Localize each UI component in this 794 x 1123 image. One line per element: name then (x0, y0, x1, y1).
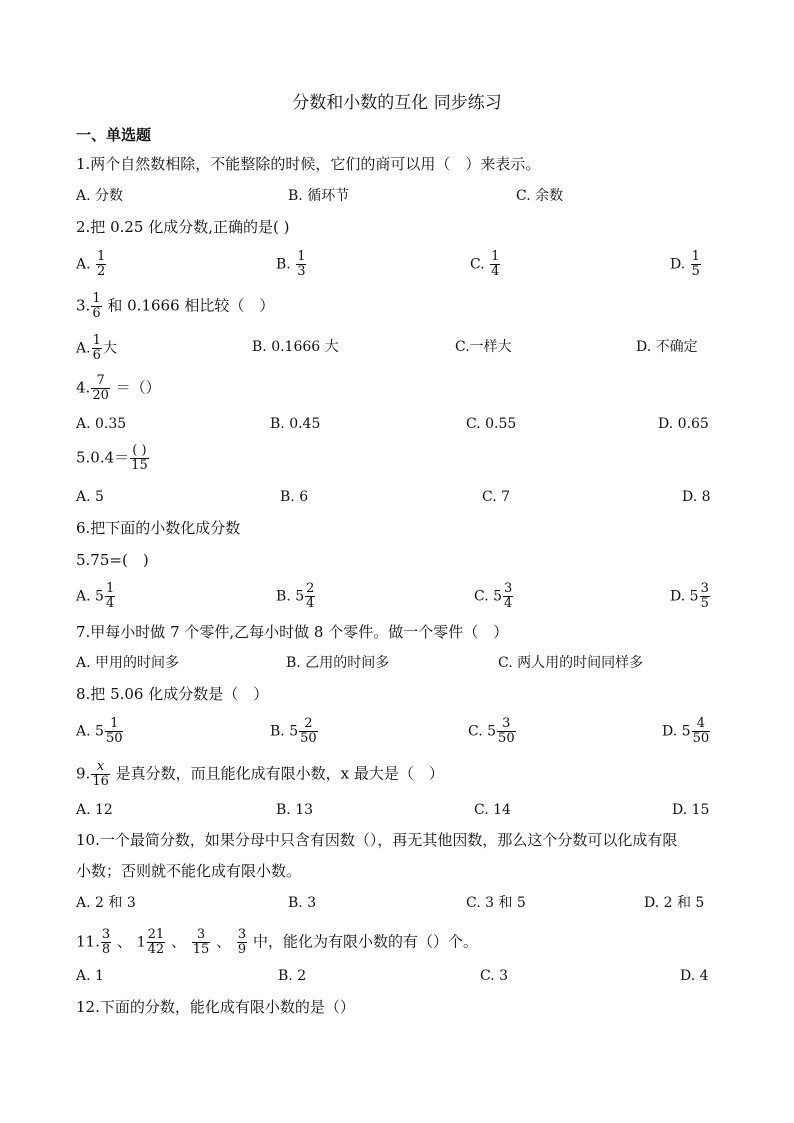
q3-option-c[interactable]: C.一样大 (455, 339, 512, 355)
q2-option-c[interactable] (470, 250, 501, 279)
q1-option-a[interactable]: A. 分数 (76, 188, 124, 204)
q9-option-a[interactable]: A. 12 (76, 802, 113, 818)
question-6: 6.把下面的小数化成分数 (76, 519, 241, 537)
fraction: $\frac{4}{50}$ (692, 716, 710, 746)
q8-option-d[interactable]: D. 5 $\frac{4}{50}$ (662, 716, 710, 746)
q10-option-d[interactable]: D. 2 和 5 (644, 895, 705, 911)
q7-option-a[interactable]: A. 甲用的时间多 (76, 655, 180, 671)
q7-option-c[interactable]: C. 两人用的时间同样多 (498, 655, 644, 671)
question-10-line1: 10.一个最简分数，如果分母中只含有因数（），再无其他因数，那么这个分数可以化成有限 (76, 831, 678, 849)
q11-option-d[interactable]: D. 4 (680, 968, 709, 984)
fraction: $\frac{1}{4}$ (491, 249, 500, 279)
fraction: $\frac{x}{16}$ (92, 759, 109, 789)
question-12: 12.下面的分数，能化成有限小数的是（） (76, 998, 355, 1016)
fraction: $\frac{2}{50}$ (300, 716, 317, 746)
page-title: 分数和小数的互化 同步练习 (292, 93, 502, 113)
q3-option-d[interactable]: D. 不确定 (636, 339, 698, 355)
q5-option-c[interactable]: C. 7 (482, 489, 511, 505)
q11-option-a[interactable]: A. 1 (76, 968, 104, 984)
q2-option-d[interactable] (670, 250, 702, 279)
q4-option-a[interactable]: A. 0.35 (76, 416, 127, 432)
question-7: 7.甲每小时做 7 个零件,乙每小时做 8 个零件。做一个零件（ ） (76, 623, 509, 641)
fraction: $\frac{7}{20}$ (92, 373, 109, 403)
question-2: 2.把 0.25 化成分数,正确的是( ) (76, 218, 290, 236)
option-label: A. (76, 256, 91, 273)
q8-option-b[interactable]: B. 5 $\frac{2}{50}$ (270, 716, 317, 746)
fraction: $\frac{1}{5}$ (691, 249, 700, 279)
q10-option-c[interactable]: C. 3 和 5 (466, 895, 526, 911)
q10-option-a[interactable]: A. 2 和 3 (76, 895, 136, 911)
question-10-line2: 小数；否则就不能化成有限小数。 (76, 862, 302, 880)
q8-option-c[interactable]: C. 5 $\frac{3}{50}$ (468, 716, 515, 746)
fraction: $\frac{2}{4}$ (306, 581, 315, 611)
q2-option-a[interactable] (76, 250, 107, 279)
q8-option-a[interactable]: A. 5 $\frac{1}{50}$ (76, 716, 123, 746)
fraction: $\frac{3}{4}$ (504, 581, 513, 611)
q9-option-c[interactable]: C. 14 (474, 802, 511, 818)
section-heading: 一、单选题 (76, 126, 152, 144)
q6-option-a[interactable]: A. 5 $\frac{1}{4}$ (76, 581, 115, 611)
q1-option-c[interactable]: C. 余数 (516, 188, 564, 204)
question-8: 8.把 5.06 化成分数是（ ） (76, 685, 269, 703)
fraction: $\frac{1}{50}$ (105, 716, 123, 746)
fraction: $\frac{1}{6}$ (92, 291, 101, 321)
q5-option-b[interactable]: B. 6 (280, 489, 309, 505)
question-3: 3. $\frac{1}{6}$ 和 0.1666 相比较（ ） (76, 291, 275, 321)
option-label: D. (670, 256, 686, 273)
q7-option-b[interactable]: B. 乙用的时间多 (286, 655, 390, 671)
option-label: C. (470, 256, 485, 273)
fraction: $\frac{1}{4}$ (105, 581, 115, 611)
q10-option-b[interactable]: B. 3 (288, 895, 317, 911)
q9-option-b[interactable]: B. 13 (276, 802, 314, 818)
option-label: B. (276, 256, 291, 273)
question-4: 4. $\frac{7}{20}$ ＝（） (76, 373, 161, 403)
q2-option-b[interactable] (276, 250, 307, 279)
q11-option-c[interactable]: C. 3 (480, 968, 509, 984)
q4-option-c[interactable]: C. 0.55 (466, 416, 517, 432)
q9-option-d[interactable]: D. 15 (672, 802, 710, 818)
fraction: $\frac{( )}{15}$ (131, 443, 148, 473)
q5-option-a[interactable]: A. 5 (76, 489, 104, 505)
q3-option-a[interactable]: A. $\frac{1}{6}$ 大 (76, 333, 117, 363)
fraction: $\frac{3}{50}$ (498, 716, 515, 746)
q6-option-c[interactable]: C. 5 $\frac{3}{4}$ (474, 581, 513, 611)
q3-option-b[interactable]: B. 0.1666 大 (252, 339, 339, 355)
q5-option-d[interactable]: D. 8 (682, 489, 711, 505)
fraction: $\frac{3}{15}$ (192, 927, 210, 957)
q6-option-d[interactable]: D. 5 $\frac{3}{5}$ (670, 581, 709, 611)
q1-option-b[interactable]: B. 循环节 (288, 188, 350, 204)
fraction: $\frac{1}{2}$ (97, 249, 106, 279)
question-6-prompt: 5.75=( ) (76, 551, 149, 569)
question-9: 9. $\frac{x}{16}$ 是真分数，而且能化成有限小数，x 最大是（ ） (76, 759, 444, 789)
question-5: 5.0.4＝ $\frac{( )}{15}$ (76, 443, 148, 473)
q4-option-d[interactable]: D. 0.65 (658, 416, 709, 432)
fraction: $\frac{3}{5}$ (700, 581, 709, 611)
fraction: $\frac{21}{42}$ (147, 927, 165, 957)
q4-option-b[interactable]: B. 0.45 (270, 416, 321, 432)
fraction: $\frac{1}{6}$ (92, 333, 101, 363)
fraction: $\frac{3}{8}$ (101, 927, 111, 957)
question-11: 11. $\frac{3}{8}$ 、 1 $\frac{21}{42}$ 、 $\frac{3}{15}$ 、 $\frac{3}{9}$ 中，能化为有限小数的有（）个。 (76, 927, 478, 957)
q6-option-b[interactable]: B. 5 $\frac{2}{4}$ (276, 581, 315, 611)
q11-option-b[interactable]: B. 2 (278, 968, 307, 984)
fraction: $\frac{3}{9}$ (237, 927, 247, 957)
fraction: $\frac{1}{3}$ (297, 249, 306, 279)
question-1: 1.两个自然数相除，不能整除的时候，它们的商可以用（ ）来表示。 (76, 155, 541, 173)
